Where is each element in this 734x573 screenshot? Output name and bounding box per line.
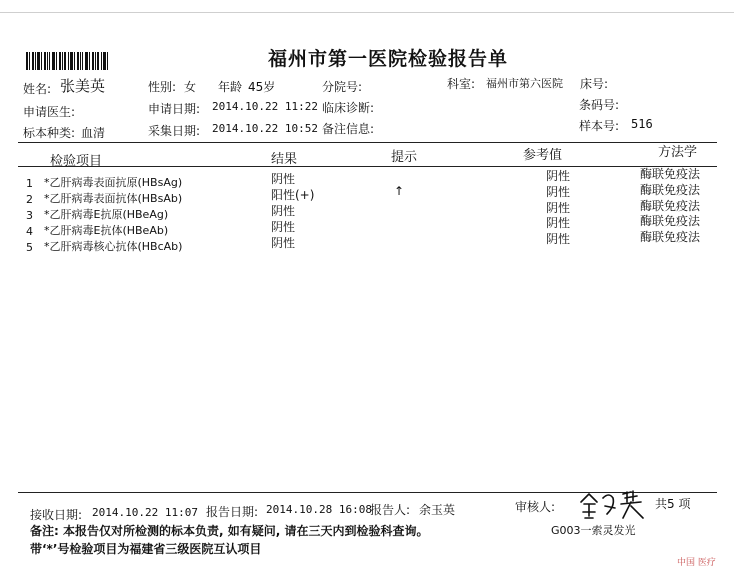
dept-value: 福州市第六医院 [486,77,563,90]
remark-label: 备注信息: [322,122,375,136]
row-reference: 阴性 [546,216,571,230]
age-label: 年龄 [218,80,243,94]
bed-label: 床号: [580,77,609,91]
row-reference-extra: 阴性 [546,232,571,246]
sample-no-value: 516 [631,117,653,131]
row-result: 阴性 [271,220,296,234]
name-label: 姓名: [23,82,52,96]
row-result: 阴性 [271,236,296,250]
collect-date-value: 2014.10.22 10:52 [212,122,318,135]
signer-code: G003一索灵发光 [551,524,636,537]
barcode-image [26,52,108,70]
row-reference: 阴性 [546,185,571,199]
row-method-extra: 酶联免疫法 [640,230,701,244]
row-number: 5 [26,241,33,254]
table-header-rule [18,166,717,167]
footer-note: 备注: 本报告仅对所检测的标本负责, 如有疑问, 请在三天内到检验科查询。 [30,524,429,538]
row-method: 酶联免疫法 [640,199,701,213]
collect-date-label: 采集日期: [148,124,201,138]
sample-no-label: 样本号: [579,119,620,133]
scan-edge-line [0,12,734,13]
reviewer-signature [575,488,649,522]
receive-label: 接收日期: [30,508,83,522]
gender-value: 女 [184,80,197,94]
row-result: 阳性(+) [271,188,315,202]
row-item: *乙肝病毒表面抗体(HBsAb) [44,192,183,205]
report-title: 福州市第一医院检验报告单 [268,48,509,70]
ward-label: 分院号: [322,80,363,94]
row-method: 酶联免疫法 [640,167,701,181]
watermark-stamp: 中国 医疗 [677,558,716,568]
reporter-label: 报告人: [370,503,411,517]
report-date-value: 2014.10.28 16:08 [266,503,372,516]
receive-value: 2014.10.22 11:07 [92,506,198,519]
barcode-label: 条码号: [579,98,620,112]
row-method: 酶联免疫法 [640,183,701,197]
apply-date-label: 申请日期: [148,102,201,116]
diagnosis-label: 临床诊断: [322,101,375,115]
dept-label: 科室: [447,77,476,91]
row-result: 阴性 [271,172,296,186]
specimen-label: 标本种类: [23,126,76,140]
row-result: 阴性 [271,204,296,218]
col-header-hint: 提示 [391,150,418,165]
age-value: 45岁 [248,80,276,94]
row-number: 1 [26,177,33,190]
row-item: *乙肝病毒表面抗原(HBsAg) [44,176,183,189]
row-reference: 阴性 [546,201,571,215]
gender-label: 性别: [148,80,177,94]
report-date-label: 报告日期: [206,505,259,519]
row-hint-up-arrow-icon: ↑ [394,184,405,198]
doctor-label: 申请医生: [23,105,76,119]
row-item: *乙肝病毒E抗原(HBeAg) [44,208,169,221]
col-header-reference: 参考值 [523,148,563,163]
row-item: *乙肝病毒核心抗体(HBcAb) [44,240,183,253]
col-header-method: 方法学 [658,145,698,160]
row-item: *乙肝病毒E抗体(HBeAb) [44,224,169,237]
patient-name: 张美英 [60,77,106,95]
row-number: 2 [26,193,33,206]
row-number: 3 [26,209,33,222]
col-header-item: 检验项目 [50,154,103,169]
apply-date-value: 2014.10.22 11:22 [212,100,318,113]
reporter-value: 余玉英 [419,503,456,517]
reviewer-label: 审核人: [515,500,556,514]
footer-note-star: 带‘*’号检验项目为福建省三级医院互认项目 [30,542,262,556]
row-method: 酶联免疫法 [640,214,701,228]
col-header-result: 结果 [271,152,298,167]
specimen-value: 血清 [81,126,106,140]
total-count: 共5 项 [655,497,691,511]
row-reference: 阴性 [546,169,571,183]
table-top-rule [18,142,717,143]
row-number: 4 [26,225,33,238]
